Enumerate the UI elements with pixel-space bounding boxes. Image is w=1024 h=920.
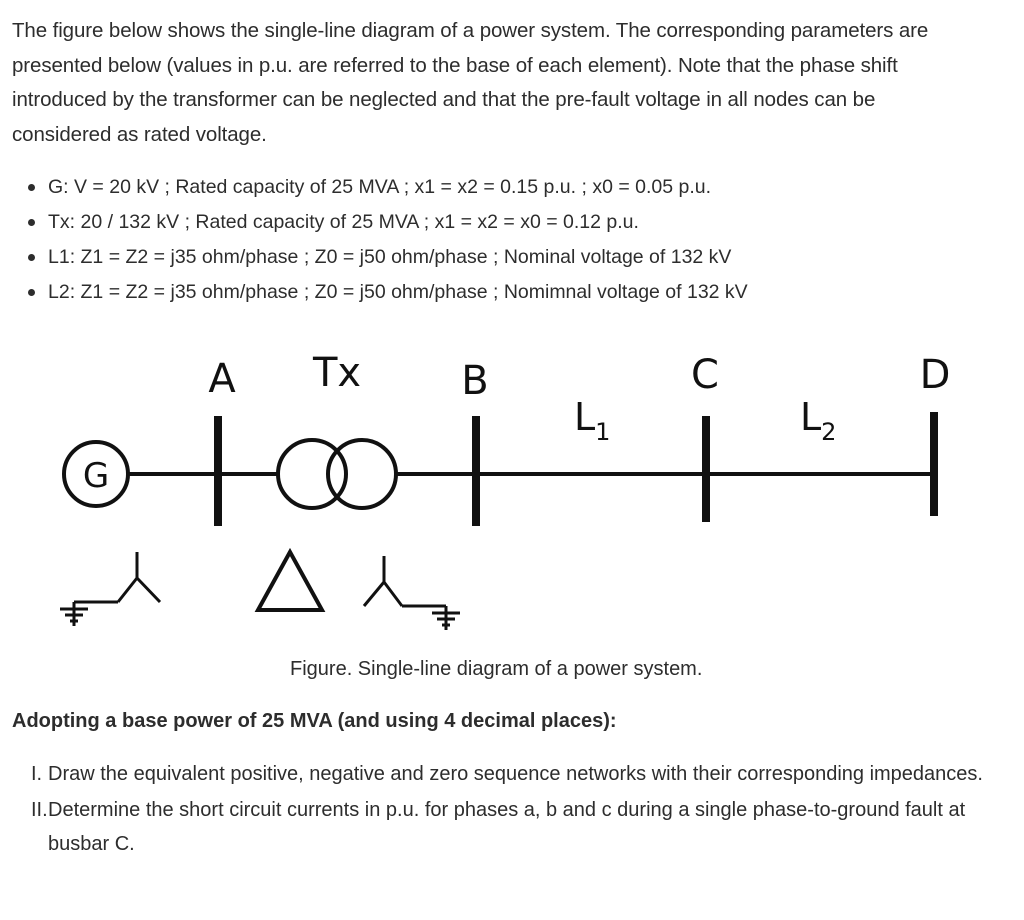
bus-c-label: C	[691, 352, 719, 398]
transformer-symbol	[278, 440, 396, 508]
problem-intro	[12, 14, 1020, 152]
question-list	[0, 757, 1024, 862]
intro-line-4: considered as rated voltage.	[12, 122, 267, 146]
intro-line-1: The figure below shows the single-line diagram of a power system. The corresponding parameters are	[12, 19, 929, 42]
line-1-parameters-text: L1: Z1 = Z2 = j35 ohm/phase ; Z0 = j50 ohm/phase ; Nominal voltage of 132 kV	[48, 246, 732, 268]
line-l1-letter: L	[574, 395, 596, 439]
transformer-parameters-text: Tx: 20 / 132 kV ; Rated capacity of 25 MVA ; x1 = x2 = x0 = 0.12 p.u.	[48, 211, 639, 233]
bus-d-label: D	[919, 352, 951, 398]
bus-b-label: B	[461, 358, 489, 404]
transformer-delta-icon	[258, 552, 322, 610]
transformer-secondary-coil	[328, 440, 396, 508]
intro-line-2: presented below (values in p.u. are referred to the base of each element). Note that the phase shift	[12, 53, 898, 77]
transformer-grounded-star-icon	[364, 556, 460, 630]
line-l2-label	[800, 395, 836, 446]
line-2-parameters-text: L2: Z1 = Z2 = j35 ohm/phase ; Z0 = j50 ohm/phase ; Nomimnal voltage of 132 kV	[48, 281, 748, 303]
transformer-parameters	[0, 205, 748, 240]
line-l1-subscript: 1	[595, 418, 611, 446]
figure-caption: Figure. Single-line diagram of a power system.	[290, 658, 703, 680]
question-2-number: II.	[31, 798, 48, 821]
question-1-number: I.	[31, 763, 43, 785]
bus-a-label: A	[208, 356, 236, 402]
generator-parameters-text: G: V = 20 kV ; Rated capacity of 25 MVA ; x1 = x2 = 0.15 p.u. ; x0 = 0.05 p.u.	[48, 176, 712, 198]
question-1-text: Draw the equivalent positive, negative and zero sequence networks with their corresponding impedances.	[48, 763, 983, 785]
line-l2-letter: L	[800, 395, 822, 439]
generator-label: G	[82, 456, 110, 496]
question-1	[0, 757, 988, 792]
question-2	[0, 793, 988, 862]
task-heading: Adopting a base power of 25 MVA (and using 4 decimal places):	[12, 710, 617, 732]
line-l1-label	[574, 395, 610, 446]
parameter-list	[0, 170, 748, 310]
generator-grounded-star-icon	[60, 552, 160, 626]
generator-parameters	[0, 170, 748, 205]
line-l2-subscript: 2	[821, 418, 837, 446]
single-line-diagram	[0, 330, 1024, 650]
transformer-label: Tx	[312, 350, 362, 396]
question-2-text: Determine the short circuit currents in p.u. for phases a, b and c during a single phase-to-ground fault at busbar C.	[48, 798, 966, 855]
line-2-parameters	[0, 275, 748, 310]
intro-line-3: introduced by the transformer can be neglected and that the pre-fault voltage in all nodes can be	[12, 88, 876, 111]
line-1-parameters	[0, 240, 748, 275]
